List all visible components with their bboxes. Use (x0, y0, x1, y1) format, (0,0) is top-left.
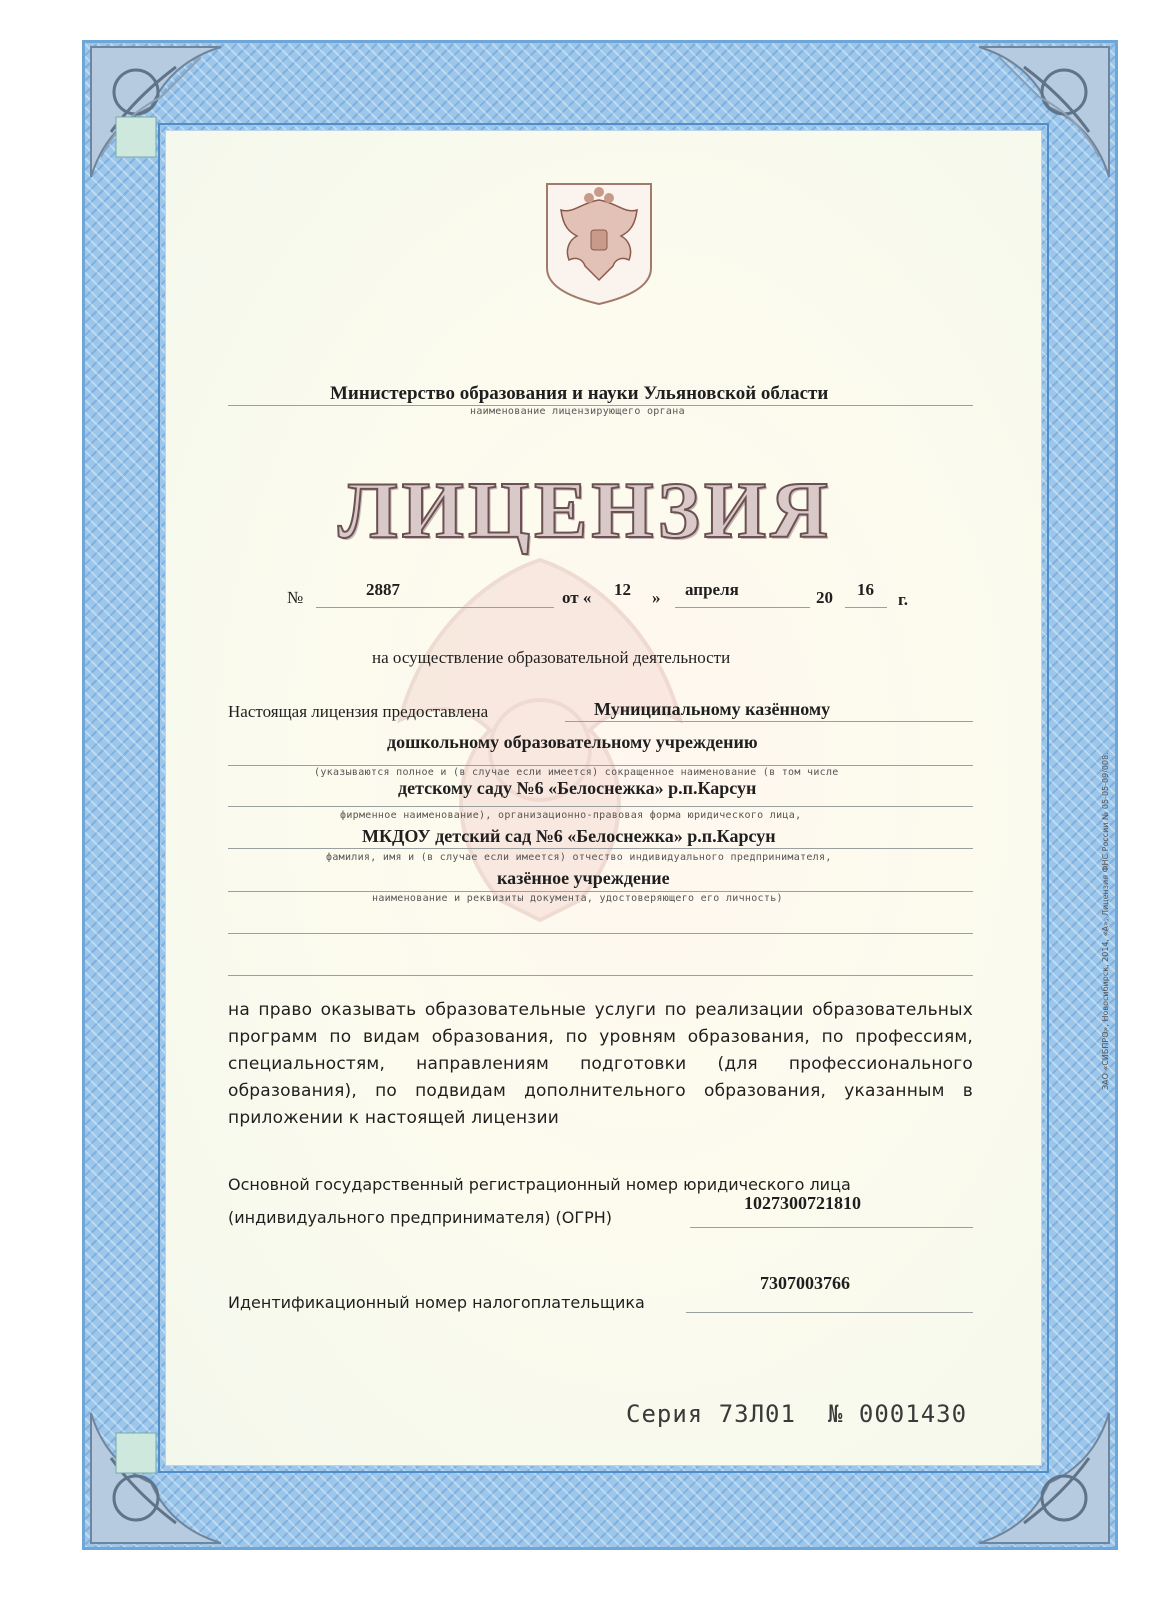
coat-of-arms-icon (543, 180, 655, 308)
corner-ornament-top-right (969, 37, 1119, 187)
holder-line-2: дошкольному образовательному учреждению (387, 732, 758, 752)
licensing-authority-name: Министерство образования и науки Ульяновской области (330, 383, 829, 404)
year-underline (845, 607, 887, 608)
printer-imprint: ЗАО «СИБПРО», Новосибирск, 2014, «А», Лицензия ФНС России № 05-05-09/008. (1101, 752, 1110, 1090)
document-title: ЛИЦЕНЗИЯ (338, 467, 832, 555)
date-from-label: от « (562, 588, 592, 607)
series-label: Серия 73Л01 (626, 1400, 796, 1428)
ogrn-label-line-2: (индивидуального предпринимателя) (ОГРН) (228, 1208, 613, 1227)
holder-caption-3: фамилия, имя и (в случае если имеется) отчество индивидуального предпринимателя, (326, 852, 832, 863)
holder-caption-4: наименование и реквизиты документа, удостоверяющего его личность) (372, 893, 783, 904)
year-prefix: 20 (816, 588, 833, 607)
holder-line-3: детскому саду №6 «Белоснежка» р.п.Карсун (398, 778, 757, 798)
corner-ornament-top-left (81, 37, 231, 187)
authority-caption: наименование лицензирующего органа (470, 406, 685, 417)
holder-underline-1 (565, 721, 973, 722)
license-rights-text: на право оказывать образовательные услуги по реализации образовательных программ по видам образования, по уровням образования, по профессиям, специальностям, направлениям подготовки (для профессионального образования), по подвидам дополнительного образования, указанным в приложении к настоящей лицензии (228, 1000, 973, 1128)
license-number: 2887 (366, 580, 400, 599)
serial-number: № 0001430 (828, 1400, 968, 1428)
month-underline (675, 607, 810, 608)
blank-line-2 (228, 975, 973, 976)
holder-caption-1: (указываются полное и (в случае если имеется) сокращенное наименование (в том числе (314, 767, 839, 778)
holder-underline-5 (228, 891, 973, 892)
number-underline (316, 607, 554, 608)
year-label: г. (898, 590, 909, 609)
blank-line-1 (228, 933, 973, 934)
holder-underline-4 (228, 848, 973, 849)
holder-line-1: Муниципальному казённому (594, 699, 831, 719)
ogrn-underline (690, 1227, 973, 1228)
license-purpose: на осуществление образовательной деятельности (372, 648, 731, 667)
holder-underline-3 (228, 806, 973, 807)
year-suffix: 16 (857, 580, 874, 599)
corner-ornament-bottom-left (81, 1403, 231, 1553)
holder-underline-2 (228, 765, 973, 766)
holder-caption-2: фирменное наименование), организационно-правовая форма юридического лица, (340, 810, 802, 821)
corner-ornament-bottom-right (969, 1403, 1119, 1553)
day-close-quote: » (652, 588, 661, 607)
license-day: 12 (614, 580, 631, 599)
license-month: апреля (685, 580, 739, 599)
inn-value: 7307003766 (760, 1273, 850, 1293)
number-sign: № (287, 588, 304, 607)
inn-underline (686, 1312, 973, 1313)
inn-label: Идентификационный номер налогоплательщика (228, 1293, 645, 1312)
holder-line-5: казённое учреждение (497, 868, 670, 888)
ogrn-label-line-1: Основной государственный регистрационный номер юридического лица (228, 1175, 851, 1194)
holder-line-4: МКДОУ детский сад №6 «Белоснежка» р.п.Карсун (362, 826, 776, 846)
ogrn-value: 1027300721810 (744, 1193, 861, 1213)
holder-intro: Настоящая лицензия предоставлена (228, 702, 489, 721)
